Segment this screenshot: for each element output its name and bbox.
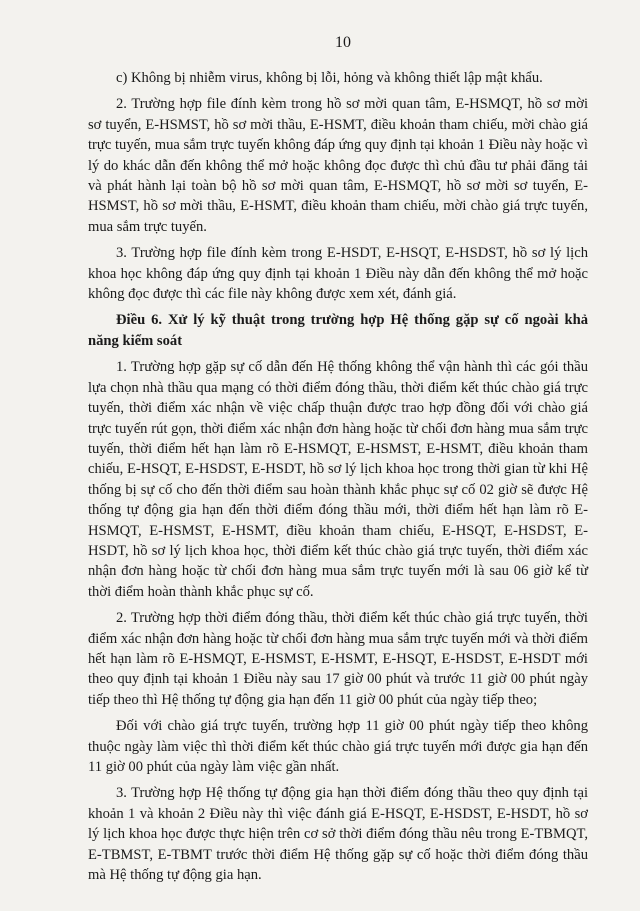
article-6-clause-2-note: Đối với chào giá trực tuyến, trường hợp 11 giờ 00 phút ngày tiếp theo không thuộc ngày làm việc thì thời điểm kết thúc chào giá trực tuyến mới được gia hạn đến 11 giờ 00 phút của ngày làm việc gần nhất. xyxy=(88,718,588,775)
paragraph-item-c: c) Không bị nhiễm virus, không bị lỗi, hỏng và không thiết lập mật khẩu. xyxy=(116,70,543,86)
article-6-heading: Điều 6. Xử lý kỹ thuật trong trường hợp Hệ thống gặp sự cố ngoài khả năng kiểm soát xyxy=(88,312,588,349)
paragraph-clause-2: 2. Trường hợp file đính kèm trong hồ sơ mời quan tâm, E-HSMQT, hồ sơ mời sơ tuyển, E-HSMST, hồ sơ mời thầu, E-HSMT, điều khoản tham chiếu, mời chào giá trực tuyến, mua sắm trực tuyến không đáp ứng quy định tại khoản 1 Điều này hoặc vì lý do khác dẫn đến không thể mở hoặc không đọc được thì chủ đầu tư phải đăng tải và phát hành lại toàn bộ hồ sơ mời quan tâm, E-HSMQT, hồ sơ mời sơ tuyển, E-HSMST, hồ sơ mời thầu, E-HSMT, điều khoản tham chiếu, mời chào giá trực tuyến, mua sắm trực tuyến. xyxy=(88,96,588,235)
article-6-clause-2: 2. Trường hợp thời điểm đóng thầu, thời điểm kết thúc chào giá trực tuyến, thời điểm xác nhận đơn hàng hoặc từ chối đơn hàng mua sắm trực tuyến mới và thời điểm hết hạn làm rõ E-HSMQT, E-HSMST, E-HSMT, E-HSQT, E-HSDST, E-HSDT mới theo quy định tại khoản 1 Điều này sau 17 giờ 00 phút và trước 11 giờ 00 phút ngày tiếp theo thì Hệ thống tự động gia hạn đến 11 giờ 00 phút của ngày tiếp theo; xyxy=(88,610,588,708)
page-number: 10 xyxy=(335,34,351,51)
article-6-clause-3: 3. Trường hợp Hệ thống tự động gia hạn thời điểm đóng thầu theo quy định tại khoản 1 và khoản 2 Điều này thì việc đánh giá E-HSQT, E-HSDST, E-HSDT, hồ sơ lý lịch khoa học được thực hiện trên cơ sở thời điểm đóng thầu nêu trong E-TBMQT, E-TBMST, E-TBMT trước thời điểm Hệ thống gặp sự cố hoặc thời điểm đóng thầu mà Hệ thống tự động gia hạn. xyxy=(88,785,588,884)
paragraph-clause-3: 3. Trường hợp file đính kèm trong E-HSDT, E-HSQT, E-HSDST, hồ sơ lý lịch khoa học không đáp ứng quy định tại khoản 1 Điều này dẫn đến không thể mở hoặc không đọc được thì các file này không được xem xét, đánh giá. xyxy=(88,245,588,303)
article-6-clause-1: 1. Trường hợp gặp sự cố dẫn đến Hệ thống không thể vận hành thì các gói thầu lựa chọn nhà thầu qua mạng có thời điểm đóng thầu, thời điểm kết thúc chào giá trực tuyến, thời điểm xác nhận về việc chấp thuận được trao hợp đồng đối với chào giá trực tuyến rút gọn, thời điểm xác nhận đơn hàng hoặc từ chối đơn hàng mua sắm trực tuyến, thời điểm hết hạn làm rõ E-HSMQT, E-HSMST, E-HSMT, điều khoản tham chiếu, E-HSQT, E-HSDST, E-HSDT, hồ sơ lý lịch khoa học trong thời gian từ khi Hệ thống bị sự cố cho đến thời điểm sau hoàn thành khắc phục sự cố 02 giờ sẽ được Hệ thống tự động gia hạn đến thời điểm đóng thầu mới, thời điểm hết hạn làm rõ E-HSMQT, E-HSMST, E-HSMT, điều khoản tham chiếu, E-HSQT, E-HSDST, E-HSDT, hồ sơ lý lịch khoa học, thời điểm kết thúc chào giá trực tuyến, thời điểm xác nhận đơn hàng hoặc từ chối đơn hàng mua sắm trực tuyến mới là sau 06 giờ kể từ thời điểm hoàn thành khắc phục sự cố. xyxy=(88,359,588,600)
